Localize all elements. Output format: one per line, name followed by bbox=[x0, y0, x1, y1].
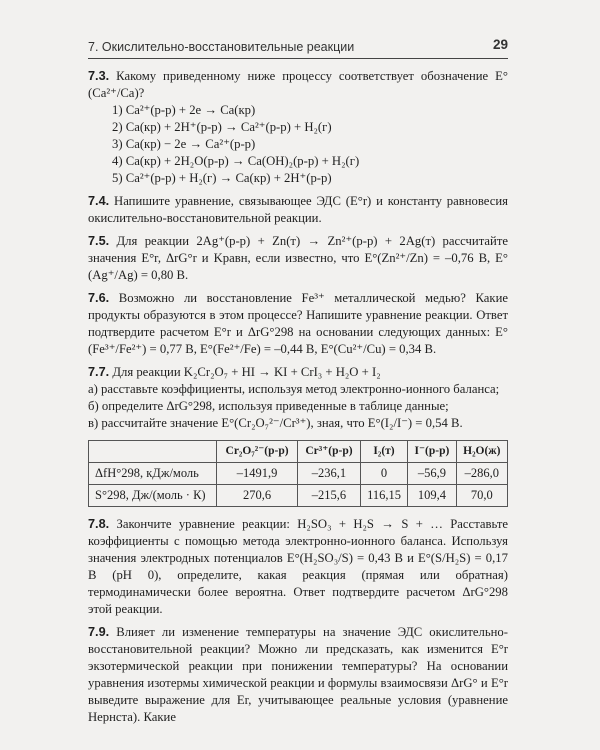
problem-7-8 bbox=[88, 516, 508, 618]
table-cell: 0 bbox=[360, 463, 407, 485]
subtask-b: б) определите ΔrG°298, используя приведенные в таблице данные; bbox=[88, 399, 449, 413]
table-header-cell: Cr₂O₇²⁻(р-р) bbox=[217, 441, 298, 463]
problem-7-5 bbox=[88, 233, 508, 284]
table-row bbox=[89, 485, 508, 507]
option-4: 4) Ca(кр) + 2H₂O(р-р) → Ca(OH)₂(р-р) + H₂(г) bbox=[112, 154, 360, 168]
page-content bbox=[88, 68, 508, 726]
problem-number: 7.7. bbox=[88, 365, 110, 379]
problem-7-4 bbox=[88, 193, 508, 227]
problem-number: 7.6. bbox=[88, 291, 110, 305]
table-header-row bbox=[89, 441, 508, 463]
table-cell: –215,6 bbox=[298, 485, 361, 507]
option-2: 2) Ca(кр) + 2H⁺(р-р) → Ca²⁺(р-р) + H₂(г) bbox=[112, 120, 332, 134]
problem-number: 7.3. bbox=[88, 69, 110, 83]
table-header-cell: H₂O(ж) bbox=[456, 441, 507, 463]
problem-text: Закончите уравнение реакции: H₂SO₃ + H₂S → S + … Расставьте коэффициенты с помощью метода электронно-ионного баланса. Используя значения электродных потенциалов E°(H₂SO₃/S) = 0,43 В и E°(S/H₂S) = 0,17 В (pH 0), определите, какая реакция (прямая или обратная) термодинамически более вероятна. Ответ подтвердите расчетом ΔrG°298 этой реакции. bbox=[88, 517, 508, 616]
thermo-data-table bbox=[88, 440, 508, 507]
problem-text: Для реакции K₂Cr₂O₇ + HI → KI + CrI₃ + H₂O + I₂ bbox=[112, 365, 381, 379]
subtask-a: а) расставьте коэффициенты, используя метод электронно-ионного баланса; bbox=[88, 382, 500, 396]
problem-7-6 bbox=[88, 290, 508, 358]
table-header-cell bbox=[89, 441, 217, 463]
problem-text: Возможно ли восстановление Fe³⁺ металлической медью? Какие продукты образуются в этом процессе? Напишите уравнение реакции. Ответ подтвердите расчетом E°r и ΔrG°298 на основании следующих данных: E°(Fe³⁺/Fe²⁺) = 0,77 В, E°(Fe²⁺/Fe) = –0,44 В, E°(Cu²⁺/Cu) = 0,34 В. bbox=[88, 291, 509, 356]
problem-7-3 bbox=[88, 68, 508, 102]
table-cell: 109,4 bbox=[408, 485, 456, 507]
table-cell: –1491,9 bbox=[217, 463, 298, 485]
table-cell: 116,15 bbox=[360, 485, 407, 507]
problem-7-9 bbox=[88, 624, 508, 726]
table-cell: –236,1 bbox=[298, 463, 361, 485]
page-number: 29 bbox=[492, 37, 508, 52]
row-label: ΔfH°298, кДж/моль bbox=[89, 463, 217, 485]
problem-number: 7.9. bbox=[88, 625, 110, 639]
chapter-title: 7. Окислительно-восстановительные реакции bbox=[88, 40, 355, 54]
row-label: S°298, Дж/(моль · К) bbox=[89, 485, 217, 507]
option-3: 3) Ca(кр) − 2e → Ca²⁺(р-р) bbox=[112, 137, 256, 151]
subtask-v: в) рассчитайте значение E°(Cr₂O₇²⁻/Cr³⁺), зная, что E°(I₂/I⁻) = 0,54 В. bbox=[88, 416, 463, 430]
problem-text: Напишите уравнение, связывающее ЭДС (E°r) и константу равновесия окислительно-восстановительной реакции. bbox=[88, 194, 508, 225]
problem-number: 7.5. bbox=[88, 234, 110, 248]
problem-number: 7.8. bbox=[88, 517, 110, 531]
table-cell: 270,6 bbox=[217, 485, 298, 507]
table-row bbox=[89, 463, 508, 485]
table-cell: –56,9 bbox=[408, 463, 456, 485]
table-header-cell: I₂(т) bbox=[360, 441, 407, 463]
option-5: 5) Ca²⁺(р-р) + H₂(г) → Ca(кр) + 2H⁺(р-р) bbox=[112, 171, 332, 185]
table-cell: 70,0 bbox=[456, 485, 507, 507]
problem-7-7 bbox=[88, 364, 508, 381]
problem-text: Влияет ли изменение температуры на значение ЭДС окислительно-восстановительной реакции? Можно ли предсказать, как изменится E°r экзотермической реакции при понижении температуры? На основании уравнения изотермы химической реакции и формулы взаимосвязи ΔrG° и E°r выведите выражение для Er, учитывающее реальные условия (уравнение Нернста). Какие bbox=[88, 625, 508, 724]
header-rule bbox=[88, 58, 508, 59]
table-header-cell: I⁻(р-р) bbox=[408, 441, 456, 463]
table-cell: –286,0 bbox=[456, 463, 507, 485]
table-header-cell: Cr³⁺(р-р) bbox=[298, 441, 361, 463]
option-1: 1) Ca²⁺(р-р) + 2e → Ca(кр) bbox=[112, 103, 256, 117]
problem-text: Какому приведенному ниже процессу соответствует обозначение E°(Ca²⁺/Ca)? bbox=[88, 69, 508, 100]
problem-text: Для реакции 2Ag⁺(р-р) + Zn(т) → Zn²⁺(р-р) + 2Ag(т) рассчитайте значения E°r, ΔrG°r и Kравн, если известно, что E°(Zn²⁺/Zn) = –0,76 В, E°(Ag⁺/Ag) = 0,80 В. bbox=[88, 234, 509, 282]
problem-number: 7.4. bbox=[88, 194, 110, 208]
running-header bbox=[88, 36, 508, 58]
